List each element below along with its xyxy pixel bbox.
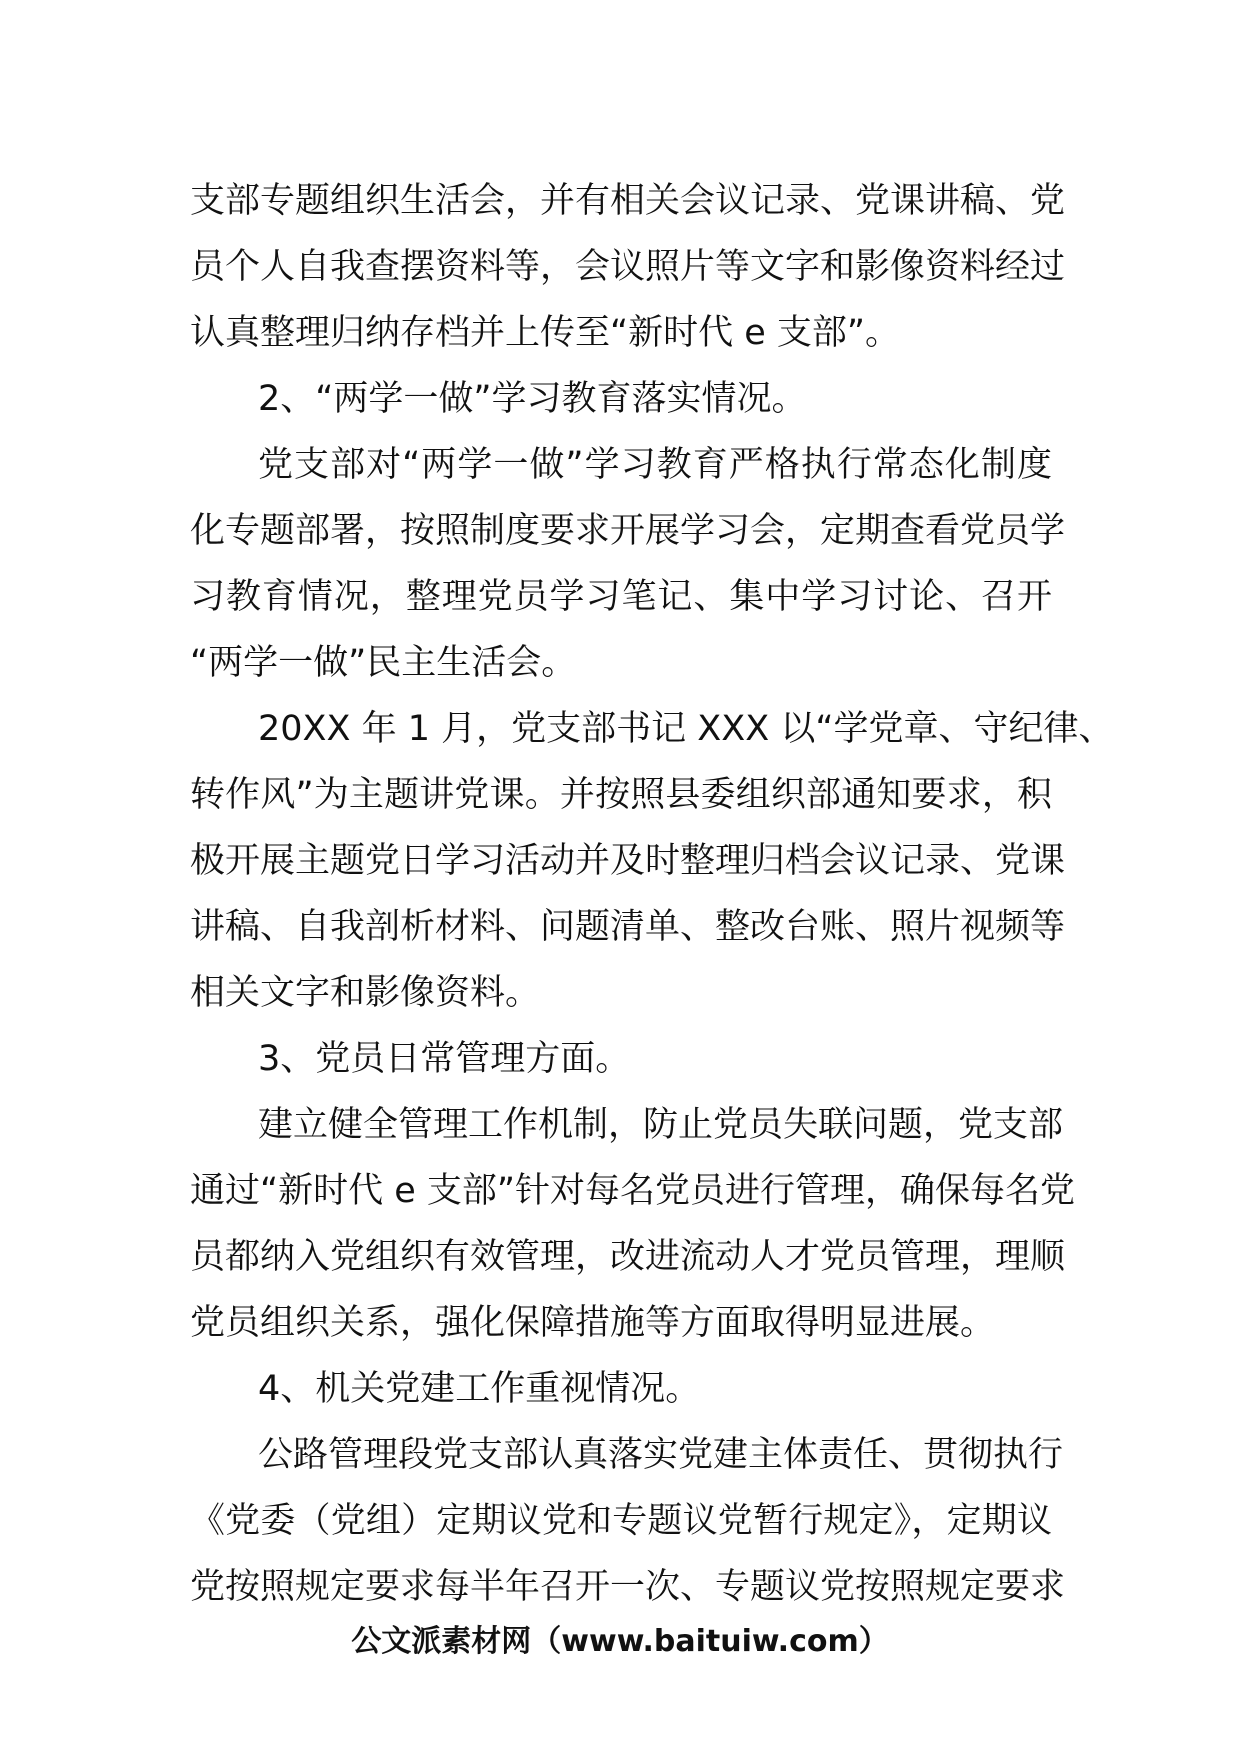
text-line: 20XX 年 1 月，党支部书记 XXX 以“学党章、守纪律、 [258,709,1114,749]
text-line: 党按照规定要求每半年召开一次、专题议党按照规定要求 [190,1567,1066,1607]
text-line: 党支部对“两学一做”学习教育严格执行常态化制度 [258,445,1052,485]
section-heading: 4、机关党建工作重视情况。 [258,1369,701,1409]
text-line: 认真整理归纳存档并上传至“新时代 e 支部”。 [190,313,901,353]
text-line: 相关文字和影像资料。 [190,973,541,1013]
text-line: 党员组织关系，强化保障措施等方面取得明显进展。 [190,1303,996,1343]
text-line: 转作风”为主题讲党课。并按照县委组织部通知要求，积 [190,775,1052,815]
text-line: 通过“新时代 e 支部”针对每名党员进行管理，确保每名党 [190,1171,1076,1211]
section-heading: 2、“两学一做”学习教育落实情况。 [258,379,807,419]
section-heading: 3、党员日常管理方面。 [258,1039,631,1079]
text-line: 公路管理段党支部认真落实党建主体责任、贯彻执行 [258,1435,1064,1475]
text-line: 讲稿、自我剖析材料、问题清单、整改台账、照片视频等 [190,907,1066,947]
text-line: 员都纳入党组织有效管理，改进流动人才党员管理，理顺 [190,1237,1066,1277]
text-line: 支部专题组织生活会，并有相关会议记录、党课讲稿、党 [190,181,1066,221]
text-line: 《党委（党组）定期议党和专题议党暂行规定》，定期议 [190,1501,1052,1541]
text-line: 习教育情况，整理党员学习笔记、集中学习讨论、召开 [190,577,1052,617]
document-body [190,168,1114,1620]
footer-watermark: 公文派素材网（www.baituiw.com） [351,1624,889,1659]
text-line: 化专题部署，按照制度要求开展学习会，定期查看党员学 [190,511,1066,551]
text-line: 极开展主题党日学习活动并及时整理归档会议记录、党课 [190,841,1066,881]
text-line: 员个人自我查摆资料等，会议照片等文字和影像资料经过 [190,247,1066,287]
text-line: “两学一做”民主生活会。 [190,643,577,683]
text-line: 建立健全管理工作机制，防止党员失联问题，党支部 [258,1105,1064,1145]
